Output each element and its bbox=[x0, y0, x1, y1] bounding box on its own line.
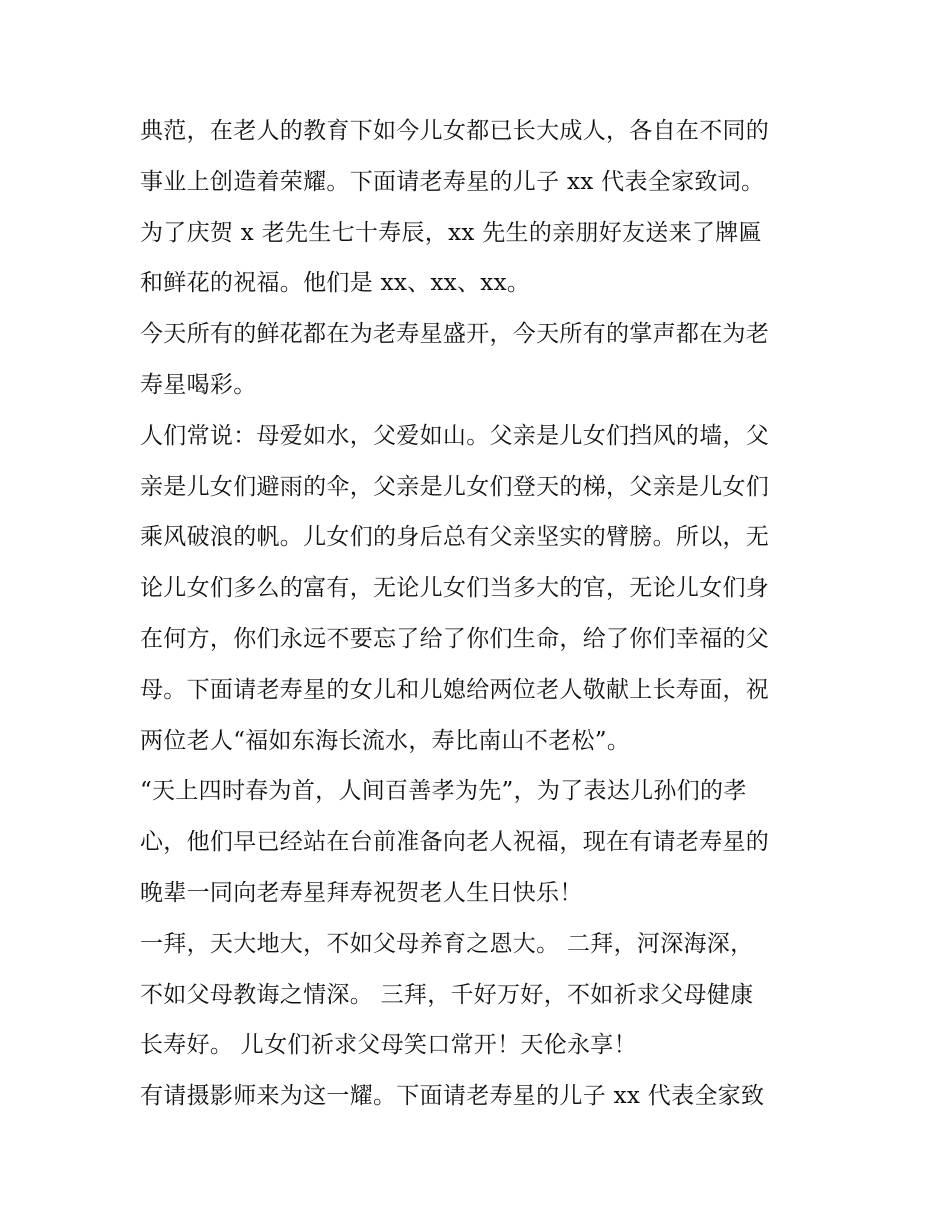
text-line: 母。下面请老寿星的女儿和儿媳给两位老人敬献上长寿面，祝 bbox=[140, 676, 770, 703]
text-line: 事业上创造着荣耀。下面请老寿星的儿子 xx 代表全家致词。 bbox=[140, 168, 765, 195]
text-line: 晚辈一同向老寿星拜寿祝贺老人生日快乐！ bbox=[140, 879, 583, 906]
text-line: 论儿女们多么的富有，无论儿女们当多大的官，无论儿女们身 bbox=[140, 575, 770, 602]
text-line: 在何方，你们永远不要忘了给了你们生命，给了你们幸福的父 bbox=[140, 625, 770, 652]
document-body-text bbox=[140, 106, 820, 1122]
text-line: 心，他们早已经站在台前准备向老人祝福，现在有请老寿星的 bbox=[140, 829, 770, 856]
text-line: 长寿好。 儿女们祈求父母笑口常开！天伦永享！ bbox=[140, 1032, 637, 1059]
text-line: 为了庆贺 x 老先生七十寿辰，xx 先生的亲朋好友送来了牌匾 bbox=[140, 219, 762, 246]
text-line: 有请摄影师来为这一耀。下面请老寿星的儿子 xx 代表全家致 bbox=[140, 1083, 765, 1110]
text-line: 乘风破浪的帆。儿女们的身后总有父亲坚实的臂膀。所以，无 bbox=[140, 524, 770, 551]
text-line: 一拜，天大地大，不如父母养育之恩大。 二拜，河深海深， bbox=[140, 930, 754, 957]
text-line: “天上四时春为首，人间百善孝为先”，为了表达儿孙们的孝 bbox=[140, 778, 747, 805]
text-line: 人们常说：母爱如水，父爱如山。父亲是儿女们挡风的墙，父 bbox=[140, 422, 770, 449]
text-line: 今天所有的鲜花都在为老寿星盛开，今天所有的掌声都在为老 bbox=[140, 321, 770, 348]
text-line: 和鲜花的祝福。他们是 xx、xx、xx。 bbox=[140, 270, 531, 297]
text-line: 寿星喝彩。 bbox=[140, 371, 257, 398]
text-line: 典范，在老人的教育下如今儿女都已长大成人，各自在不同的 bbox=[140, 118, 770, 144]
text-line: 两位老人“福如东海长流水，寿比南山不老松”。 bbox=[140, 727, 631, 754]
text-line: 亲是儿女们避雨的伞，父亲是儿女们登天的梯，父亲是儿女们 bbox=[140, 473, 770, 500]
text-line: 不如父母教诲之情深。 三拜，千好万好，不如祈求父母健康 bbox=[140, 981, 754, 1008]
